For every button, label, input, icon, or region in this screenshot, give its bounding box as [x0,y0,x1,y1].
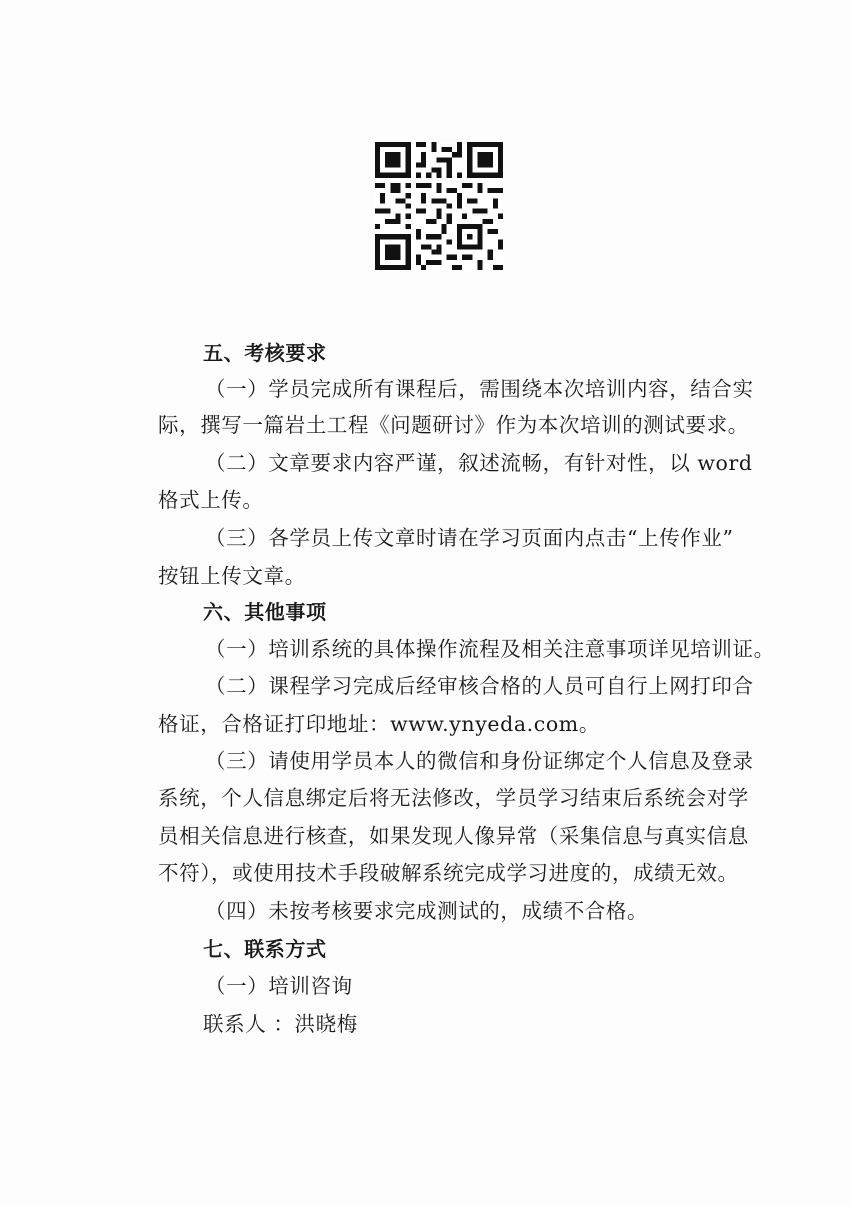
section6-p4-line1: （四）未按考核要求完成测试的，成绩不合格。 [205,899,649,923]
section6-p2-line1: （二）课程学习完成后经审核合格的人员可自行上网打印合 [205,674,754,698]
section5-heading: 五、考核要求 [203,341,327,365]
section6-p3-line4: 不符），或使用技术手段破解系统完成学习进度的，成绩无效。 [158,861,739,885]
section5-p1-line1: （一）学员完成所有课程后，需围绕本次培训内容，结合实 [205,377,754,401]
section5-p1-line2: 际，撰写一篇岩土工程《问题研讨》作为本次培训的测试要求。 [158,413,749,437]
section6-p3-line2: 系统，个人信息绑定后将无法修改，学员学习结束后系统会对学 [158,786,749,810]
qr-code-icon [375,142,503,270]
contact-person: 联系人 ：洪晓梅 [203,1012,358,1036]
section6-p1-line1: （一）培训系统的具体操作流程及相关注意事项详见培训证。 [205,637,775,661]
section5-p3-line2: 按钮上传文章。 [158,564,306,588]
section6-heading: 六、其他事项 [203,600,327,624]
section5-p2-line1: （二）文章要求内容严谨，叙述流畅，有针对性，以 word [205,451,753,475]
section6-p2-line2: 格证，合格证打印地址：www.ynyeda.com。 [158,712,600,736]
section6-p3-line3: 员相关信息进行核查，如果发现人像异常（采集信息与真实信息 [158,824,749,848]
section7-heading: 七、联系方式 [203,937,327,961]
section5-p3-line1: （三）各学员上传文章时请在学习页面内点击“上传作业” [205,526,734,550]
section5-p2-line2: 格式上传。 [158,488,264,512]
section7-sub1: （一）培训咨询 [205,974,353,998]
section6-p3-line1: （三）请使用学员本人的微信和身份证绑定个人信息及登录 [205,749,754,773]
